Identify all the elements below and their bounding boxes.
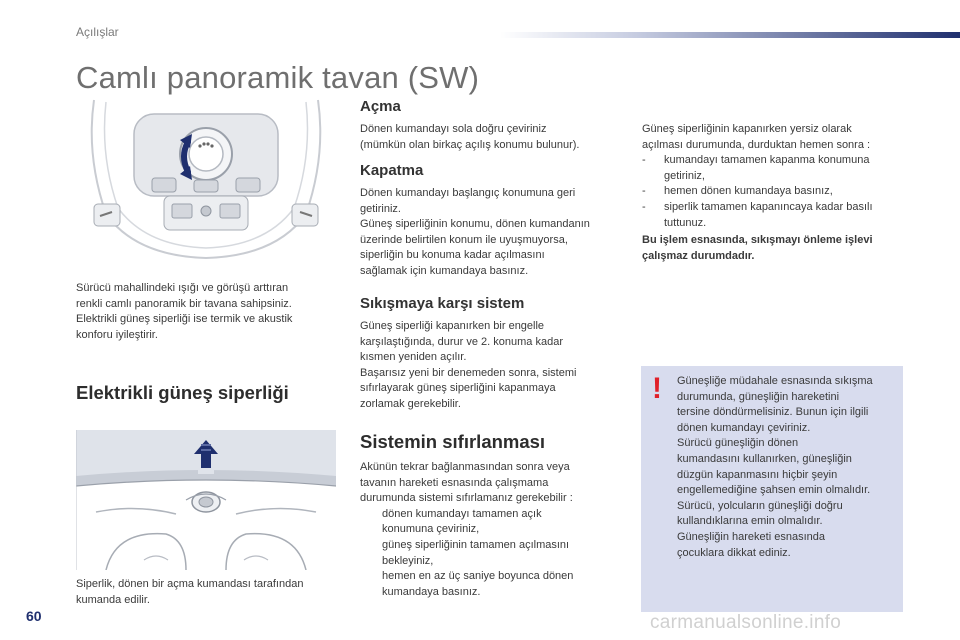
- text-line: Güneş siperliğinin konumu, dönen kumandanın: [360, 218, 590, 231]
- warning-text: Güneşliğe müdahale esnasında sıkışma durumunda, güneşliğin hareketini tersine döndürmelisiniz. Bunun için ilgili dönen kumandayı çeviriniz. Sürücü güneşliğin dönen kumandasını kullanırken, güneşliğin düzgün kapanmasını hiçbir şeyin engellemediğine şahsen emin olmalıdır. Sürücü, yolcuların güneşliği doğru kullandıklarına emin olmalıdır. Güneşliğin hareketi esnasında çocuklara dikkat ediniz.: [677, 375, 873, 559]
- text-line: durumunda sistemi sıfırlamanız gerekebilir :: [360, 492, 573, 505]
- caption-line: Siperlik, dönen bir açma kumandası tarafından: [76, 578, 304, 590]
- sun-blind-heading: Elektrikli güneş siperliği: [76, 382, 289, 403]
- anti-pinch-text: [360, 319, 635, 413]
- reset-right-steps: [642, 153, 912, 231]
- text-line: Dönen kumandayı sola doğru çeviriniz: [360, 123, 547, 135]
- text-line: (mümkün olan birkaç açılış konumu bulunur).: [360, 138, 580, 151]
- reset-heading: Sistemin sıfırlanması: [360, 431, 546, 452]
- list-item: hemen en az üç saniye boyunca dönen kumandaya basınız.: [382, 570, 574, 598]
- reset-text: [360, 460, 635, 600]
- section-label: Açılışlar: [76, 25, 119, 39]
- text-line: getiriniz.: [360, 202, 401, 215]
- text-line: açılması durumunda, durduktan hemen sonra :: [642, 138, 871, 151]
- intro-line: renkli camlı panoramik bir tavana sahipsiniz.: [76, 297, 292, 310]
- opening-text: [360, 122, 630, 153]
- list-item: - hemen dönen kumandaya basınız,: [642, 184, 912, 200]
- text-line: karşılaştığında, durur ve 2. konuma kadar: [360, 335, 563, 348]
- list-item: - siperlik tamamen kapanıncaya kadar basılı tuttunuz.: [642, 200, 873, 229]
- page-title: Camlı panoramik tavan (SW): [76, 60, 480, 95]
- closing-heading: Kapatma: [360, 162, 424, 179]
- text-line: Dönen kumandayı başlangıç konumuna geri: [360, 187, 576, 199]
- warning-icon: !: [652, 372, 662, 405]
- caption-line: kumanda edilir.: [76, 593, 150, 606]
- list-item: dönen kumandayı tamamen açık konumuna çeviriniz,: [382, 507, 542, 536]
- anti-pinch-heading: Sıkışmaya karşı sistem: [360, 295, 525, 312]
- car-roof-illustration: [76, 430, 336, 570]
- text-line: tavanın hareketi esnasında çalışmama: [360, 476, 549, 489]
- opening-heading: Açma: [360, 98, 401, 115]
- text-line: Güneş siperliği kapanırken bir engelle: [360, 320, 545, 332]
- list-item: güneş siperliğinin tamamen açılmasını bekleyiniz,: [382, 538, 570, 567]
- text-line: siperliğin bu konuma kadar açılmasını: [360, 249, 545, 262]
- text-line: sıfırlayarak güneş siperliğini kapanmaya: [360, 382, 556, 395]
- dash-marker: -: [642, 154, 646, 167]
- sun-blind-caption: [76, 577, 346, 608]
- text-line: zorlamak gerekebilir.: [360, 397, 461, 410]
- ceiling-control-illustration: [76, 96, 336, 266]
- text-line: üzerinde belirtilen konum ile uyuşmuyorsa,: [360, 233, 568, 246]
- dash-marker: -: [642, 200, 646, 213]
- intro-text: [76, 281, 346, 343]
- text-line: sağlamak için kumandaya basınız.: [360, 264, 529, 277]
- intro-line: konforu iyileştirir.: [76, 328, 158, 341]
- reset-note: Bu işlem esnasında, sıkışmayı önleme işlevi çalışmaz durumdadır.: [642, 234, 873, 262]
- watermark: carmanualsonline.info: [650, 612, 842, 633]
- intro-line: Elektrikli güneş siperliği ise termik ve akustik: [76, 313, 293, 326]
- header-bar: [500, 32, 960, 38]
- closing-text: [360, 186, 635, 280]
- reset-steps: [360, 507, 635, 601]
- page-number: 60: [26, 608, 42, 624]
- list-item: - kumandayı tamamen kapanma konumuna getiriniz,: [642, 154, 870, 182]
- intro-line: Sürücü mahallindeki ışığı ve görüşü arttıran: [76, 282, 289, 294]
- text-line: Akünün tekrar bağlanmasından sonra veya: [360, 461, 570, 473]
- reset-right-text: [642, 122, 912, 264]
- dash-marker: -: [642, 185, 646, 198]
- text-line: Güneş siperliğinin kapanırken yersiz olarak: [642, 123, 852, 135]
- text-line: kısmen yeniden açılır.: [360, 351, 467, 364]
- text-line: Başarısız yeni bir denemeden sonra, sistemi: [360, 366, 577, 379]
